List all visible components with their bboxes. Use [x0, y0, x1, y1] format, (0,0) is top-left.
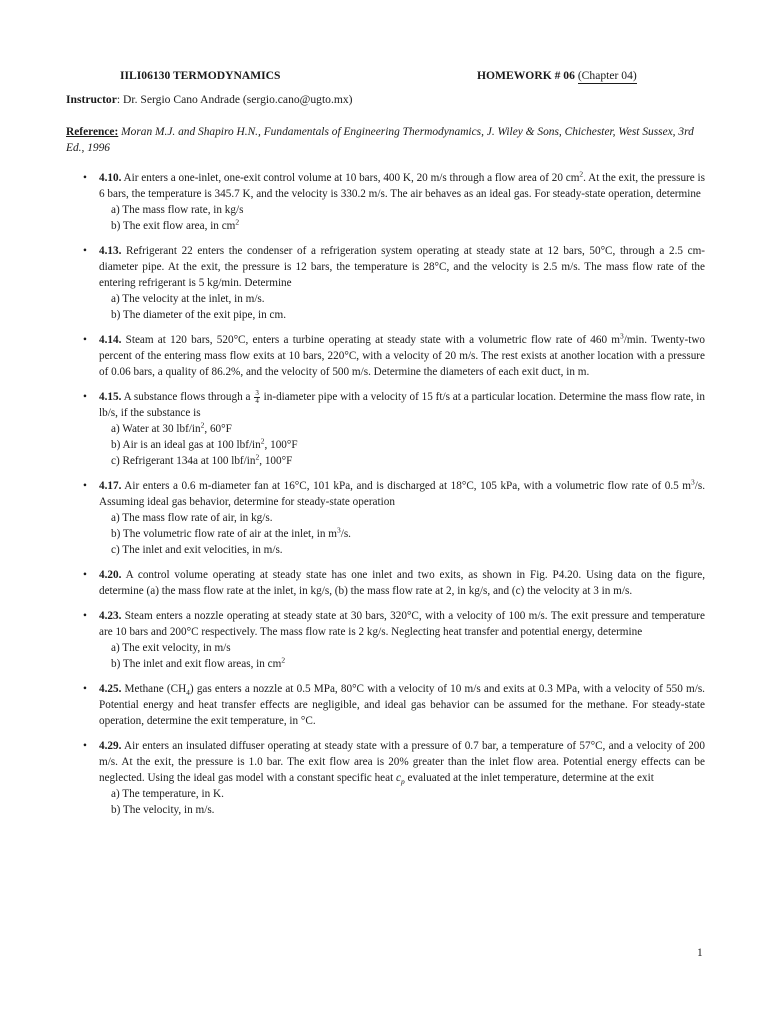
superscript: 2 [200, 420, 205, 430]
subquestion-text: c) Refrigerant 134a at 100 lbf/in [111, 455, 256, 467]
superscript: 3 [620, 331, 624, 341]
problem-number: 4.29. [99, 740, 122, 752]
problem-text: in-diameter pipe with a velocity of 15 ft/s at a particular location. Determine the mass flow rate, in lb/s, if the substance is [99, 391, 705, 419]
problem-text: . At the exit, the pressure is 6 bars, the temperature is 345.7 K, and the velocity is 330.2 m/s. The air behaves as an ideal gas. For steady-state operation, determine [99, 172, 705, 200]
problem-text: Air enters a one-inlet, one-exit control volume at 10 bars, 400 K, 20 m/s through a flow area of 20 cm [121, 172, 580, 184]
bullet: • [83, 391, 87, 403]
problem-number: 4.15. [99, 391, 122, 403]
subquestion-b [111, 218, 705, 234]
reference-label: Reference: [66, 126, 119, 138]
instructor-label: Instructor [66, 93, 117, 106]
subquestion-a [111, 421, 705, 437]
subquestions [99, 786, 705, 818]
subquestion-a: a) The temperature, in K. [111, 788, 224, 800]
problem-4-14 [83, 331, 705, 380]
subquestion-b: b) The diameter of the exit pipe, in cm. [111, 309, 287, 321]
homework-title [477, 68, 637, 84]
problem-number: 4.25. [99, 683, 122, 695]
problem-text: ) gas enters a nozzle at 0.5 MPa, 80°C with a velocity of 10 m/s and exits at 0.3 MPa, with a velocity of 550 m/s. Potential energy and heat transfer effects are negligible, and ideal gas behavior can be assumed for the methane. For steady-state operation, determine the exit temperature, in °C. [99, 683, 705, 727]
symbol-c: c [396, 772, 401, 784]
superscript: 2 [260, 436, 265, 446]
problem-text: Air enters an insulated diffuser operating at steady state with a pressure of 0.7 bar, a temperature of 57°C, and a velocity of 200 m/s. At the exit, the pressure is 1.0 bar. The exit flow area is 20% greater than the inlet flow area. Potential energy effects can be neglected. Using the ideal gas model with a constant specific heat [99, 740, 705, 784]
problem-4-13 [83, 243, 705, 323]
reference-text: Moran M.J. and Shapiro H.N., Fundamentals of Engineering Thermodynamics, J. Wiley & Sons, Chichester, West Sussex, 3rd Ed., 1996 [66, 126, 694, 154]
subscript: 4 [186, 688, 190, 698]
subquestion-a: a) The mass flow rate, in kg/s [111, 204, 244, 216]
subquestions [99, 510, 705, 558]
subquestion-b [111, 437, 705, 453]
superscript: 2 [281, 655, 286, 665]
problem-text: Methane (CH [121, 683, 187, 695]
subquestion-text: /s. [340, 528, 351, 540]
bullet: • [83, 740, 87, 752]
bullet: • [83, 569, 87, 581]
page-number: 1 [697, 947, 703, 959]
subquestions [99, 421, 705, 469]
fraction [254, 390, 260, 405]
chapter-label: (Chapter 04) [577, 69, 637, 82]
homework-label: HOMEWORK # 06 [477, 69, 575, 82]
reference-block [66, 124, 706, 156]
problem-number: 4.10. [99, 172, 122, 184]
subquestion-a: a) The velocity at the inlet, in m/s. [111, 293, 265, 305]
problem-4-25 [83, 681, 705, 729]
problem-text: /min. Twenty-two percent of the entering mass flow exits at 10 bars, 220°C, with a velocity of 20 m/s. The rest exists at another location with a pressure of 0.06 bars, a quality of 86.2%, and the velocity of 500 m/s. Determine the diameters of each exit duct, in m. [99, 334, 705, 378]
subquestions [99, 291, 705, 323]
subquestion-text: b) The inlet and exit flow areas, in cm [111, 658, 282, 670]
problem-4-17 [83, 477, 705, 558]
subquestion-c [111, 453, 705, 469]
bullet: • [83, 480, 87, 492]
subquestion-b [111, 656, 705, 672]
subquestion-text: a) Water at 30 lbf/in [111, 423, 201, 435]
instructor-value: : Dr. Sergio Cano Andrade (sergio.cano@ugto.mx) [116, 93, 353, 106]
problem-number: 4.17. [99, 480, 122, 492]
subquestion-text: b) Air is an ideal gas at 100 lbf/in [111, 439, 261, 451]
superscript: 2 [255, 452, 260, 462]
fraction-denominator: 4 [255, 397, 259, 405]
problem-text: A substance flows through a [121, 391, 254, 403]
bullet: • [83, 683, 87, 695]
subquestion-b [111, 526, 705, 542]
problem-list [83, 169, 705, 827]
superscript: 3 [336, 525, 341, 535]
problem-4-10 [83, 169, 705, 234]
problem-text: Refrigerant 22 enters the condenser of a refrigeration system operating at steady state at 12 bars, 50°C, through a 2.5 cm-diameter pipe. At the exit, the pressure is 12 bars, the temperature is 28°C, and the velocity is 2.5 m/s. The mass flow rate of the entering refrigerant is 5 kg/min. Determine [99, 245, 705, 289]
bullet: • [83, 172, 87, 184]
problem-4-29 [83, 738, 705, 818]
bullet: • [83, 245, 87, 257]
problem-text: A control volume operating at steady state has one inlet and two exits, as shown in Fig. P4.20. Using data on the figure, determine (a) the mass flow rate at the inlet, in kg/s, (b) the mass flow rate at 2, in kg/s, and (c) the velocity at 3 in m/s. [99, 569, 705, 597]
subquestion-text: b) The exit flow area, in cm [111, 220, 236, 232]
subquestions [99, 202, 705, 234]
problem-number: 4.14. [99, 334, 122, 346]
bullet: • [83, 334, 87, 346]
subquestion-text: , 100°F [264, 439, 298, 451]
problem-number: 4.13. [99, 245, 122, 257]
superscript: 2 [235, 217, 240, 227]
subquestion-text: , 60°F [204, 423, 232, 435]
superscript: 2 [579, 169, 584, 179]
specific-heat-symbol [396, 772, 405, 787]
subscript: p [400, 777, 405, 787]
subquestion-text: b) The volumetric flow rate of air at the inlet, in m [111, 528, 337, 540]
bullet: • [83, 610, 87, 622]
problem-4-23 [83, 608, 705, 672]
problem-text: Air enters a 0.6 m-diameter fan at 16°C, 101 kPa, and is discharged at 18°C, 105 kPa, with a volumetric flow rate of 0.5 m [121, 480, 691, 492]
problem-4-15 [83, 389, 705, 469]
problem-4-20 [83, 567, 705, 599]
subquestion-b: b) The velocity, in m/s. [111, 804, 215, 816]
problem-text: evaluated at the inlet temperature, determine at the exit [404, 772, 654, 784]
problem-text: /s. Assuming ideal gas behavior, determine for steady-state operation [99, 480, 705, 508]
subquestions [99, 640, 705, 672]
subquestion-a: a) The exit velocity, in m/s [111, 642, 231, 654]
subquestion-c: c) The inlet and exit velocities, in m/s. [111, 544, 283, 556]
problem-text: Steam at 120 bars, 520°C, enters a turbine operating at steady state with a volumetric flow rate of 460 m [121, 334, 620, 346]
subquestion-text: , 100°F [259, 455, 293, 467]
problem-number: 4.23. [99, 610, 122, 622]
course-title: IILI06130 TERMODYNAMICS [120, 69, 281, 82]
problem-number: 4.20. [99, 569, 122, 581]
superscript: 3 [690, 477, 695, 487]
instructor-line [66, 92, 353, 108]
subquestion-a: a) The mass flow rate of air, in kg/s. [111, 512, 273, 524]
problem-text: Steam enters a nozzle operating at steady state at 30 bars, 320°C, with a velocity of 100 m/s. The exit pressure and temperature are 10 bars and 200°C respectively. The mass flow rate is 2 kg/s. Neglecting heat transfer and potential energy, determine [99, 610, 705, 638]
fraction-numerator: 3 [255, 389, 259, 397]
document-header [120, 68, 650, 86]
